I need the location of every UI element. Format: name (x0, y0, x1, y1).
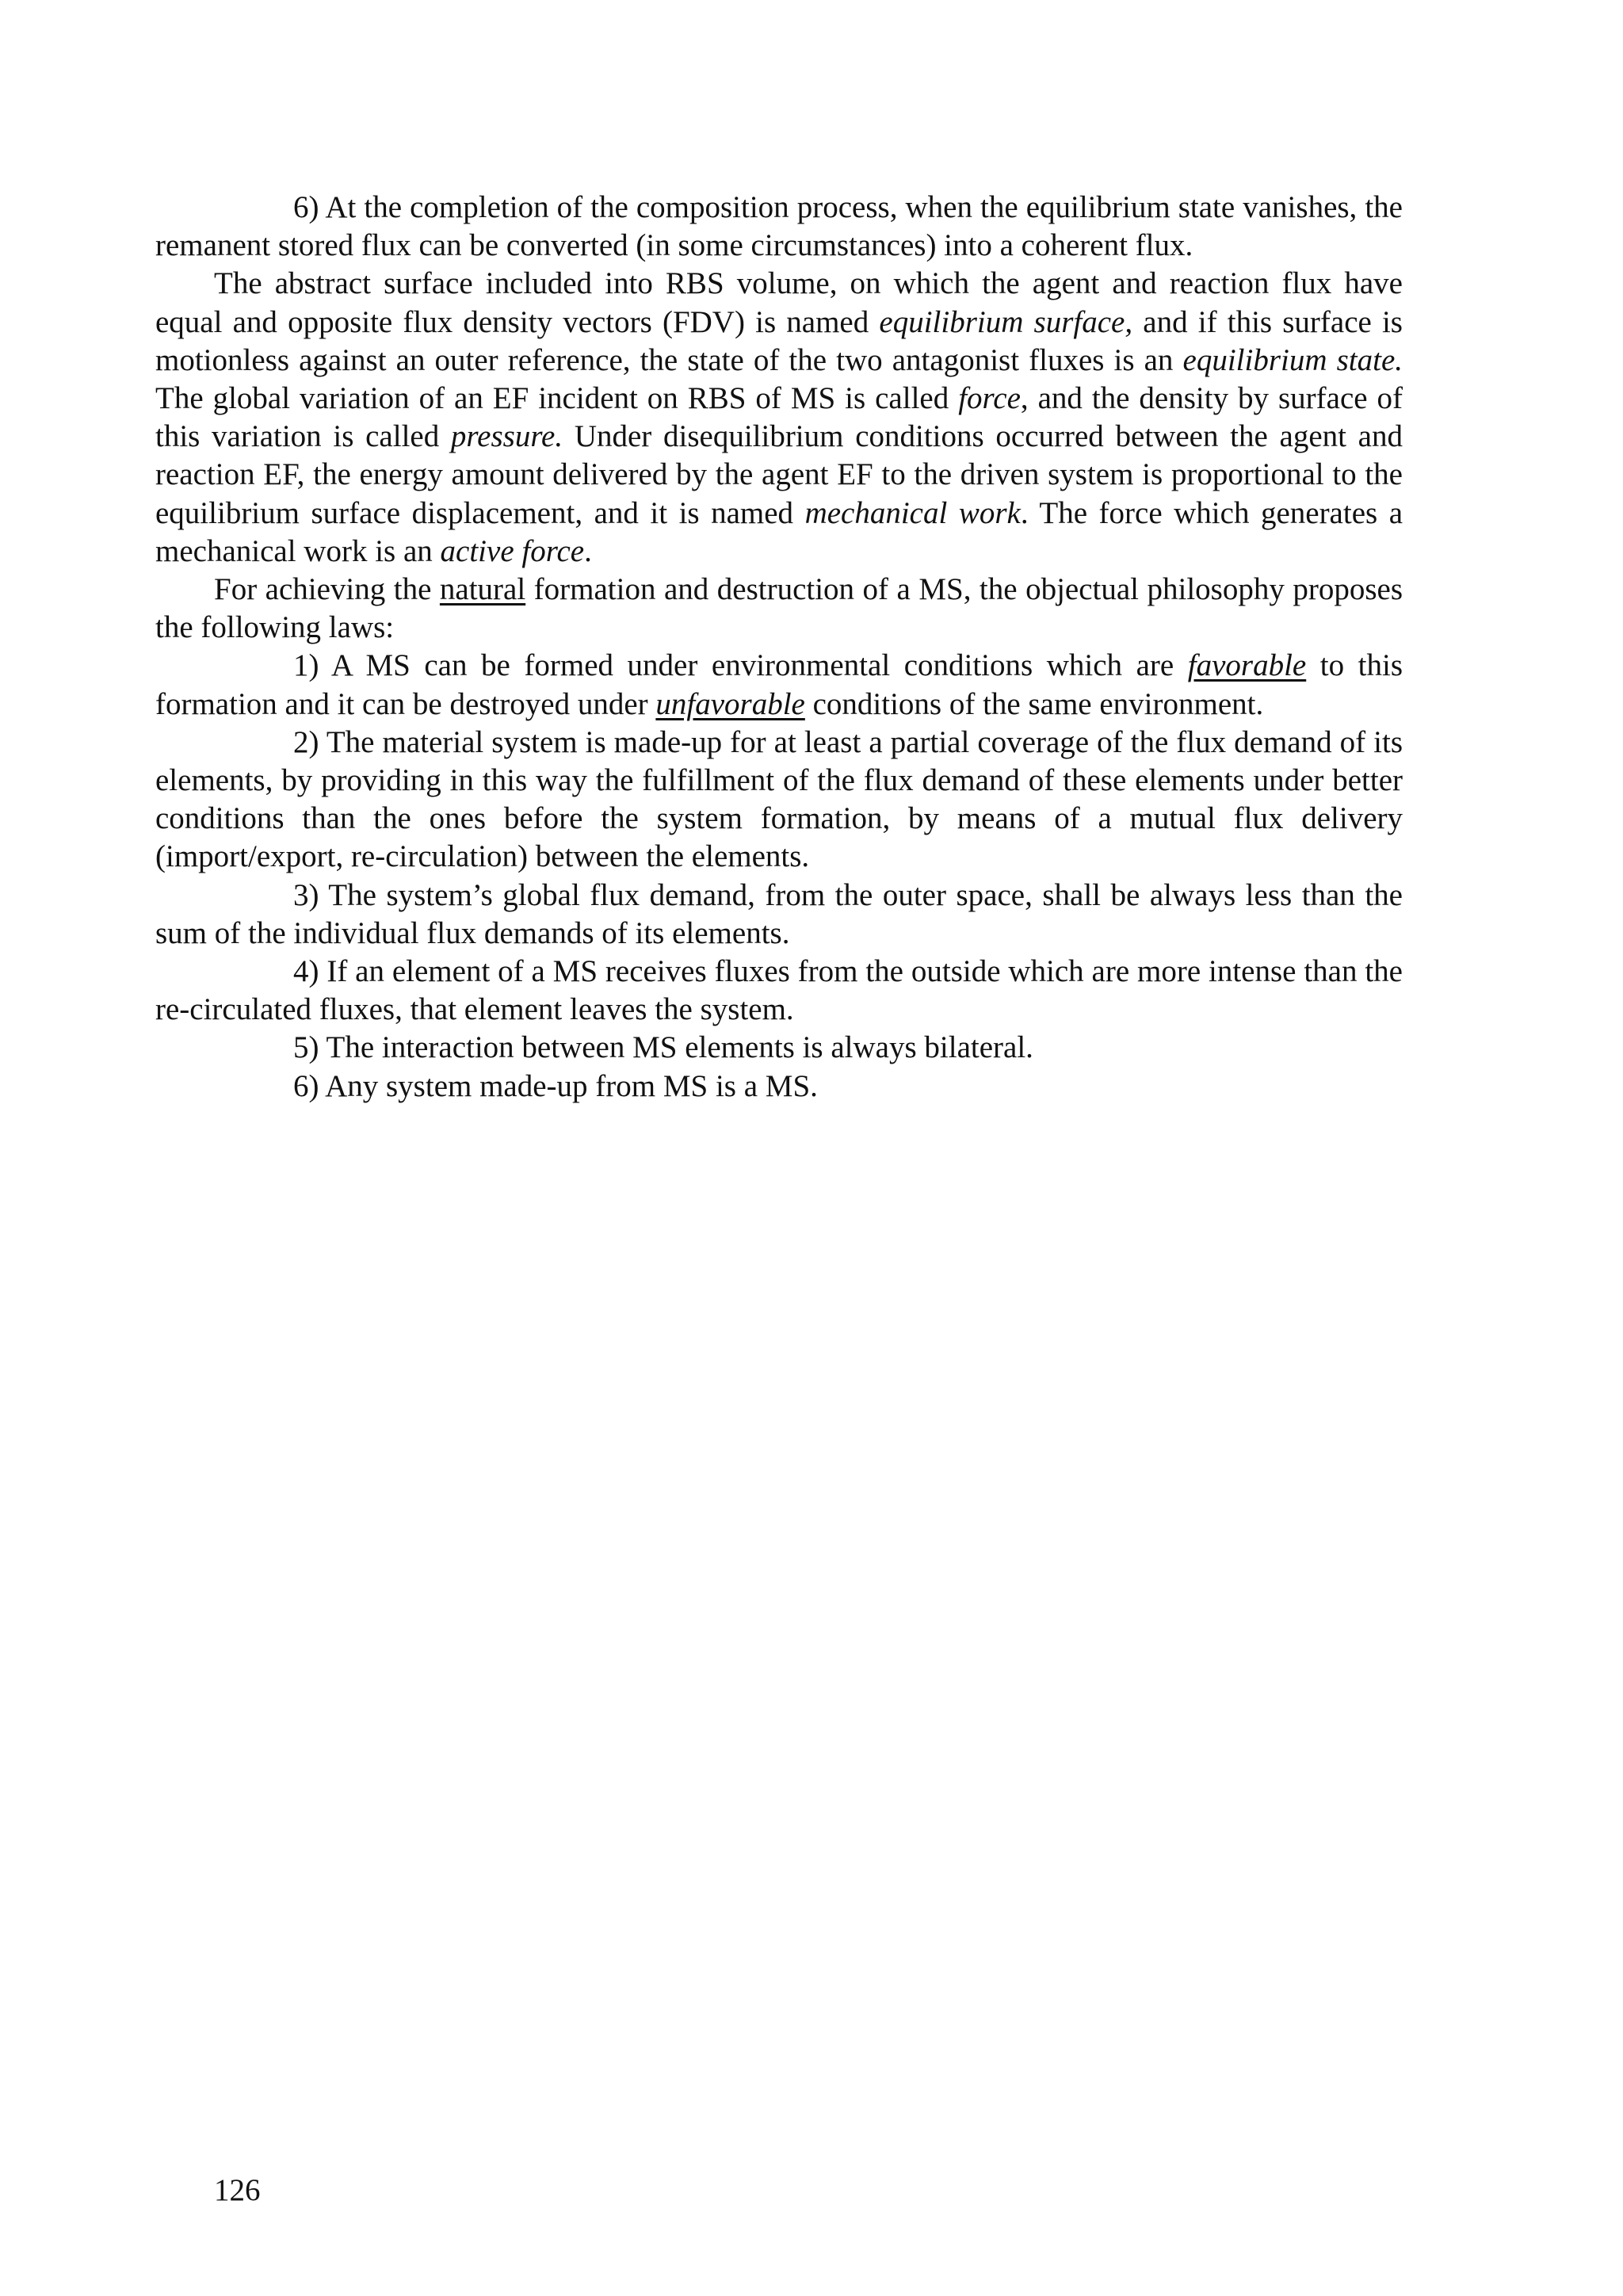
law-4: 4) If an element of a MS receives fluxes from the outside which are more intense than the re-circulated fluxes, that element leaves the system. (155, 954, 1403, 1027)
term-favorable: favorable (1187, 648, 1307, 683)
page-body (155, 189, 1403, 1106)
text-run: , and the density by surface of this variation is called (155, 381, 1403, 454)
term-active-force: active force (440, 533, 585, 568)
text-run: Under disequilibrium conditions occurred between the agent and reaction EF, the energy amount delivered by the agent EF to the driven system is proportional to the equilibrium surface displacement, and it is named (155, 419, 1403, 530)
term-natural: natural (439, 572, 526, 607)
text-run: 1) A MS can be formed under environmental conditions which are (293, 648, 1188, 683)
text-run: . The force which generates a mechanical work is an (155, 495, 1403, 568)
text-run: The global variation of an EF incident on RBS of MS is called (155, 381, 959, 416)
paragraph-equilibrium-surface (155, 265, 1403, 571)
law-2: 2) The material system is made-up for at least a partial coverage of the flux demand of its elements, by providing in this way the fulfillment of the flux demand of these elements under better conditions than the ones before the system formation, by means of a mutual flux delivery (import/export, re-circulation) between the elements. (155, 724, 1403, 874)
term-unfavorable: unfavorable (655, 686, 805, 721)
law-5: 5) The interaction between MS elements is always bilateral. (293, 1030, 1033, 1065)
text-run: For achieving the (214, 572, 440, 607)
list-item-6-continued: 6) At the completion of the composition process, when the equilibrium state vanishes, the remanent stored flux can be converted (in some circumstances) into a coherent flux. (155, 190, 1403, 263)
law-3: 3) The system’s global flux demand, from the outer space, shall be always less than the sum of the individual flux demands of its elements. (155, 877, 1403, 950)
law-1 (155, 647, 1403, 723)
term-equilibrium-surface: equilibrium surface, (879, 304, 1133, 339)
paragraph-laws-intro (155, 571, 1403, 647)
text-run: The abstract surface included into RBS volume, on which the agent and reaction flux have equal and opposite flux density vectors (FDV) is named (155, 266, 1403, 339)
term-force: force (958, 381, 1021, 416)
text-run: and if this surface is motionless against an outer reference, the state of the two antagonist fluxes is an (155, 304, 1403, 377)
text-run: . (584, 533, 592, 568)
text-run: to this formation and it can be destroyed under (155, 648, 1403, 721)
term-mechanical-work: mechanical work (804, 495, 1021, 530)
page-number: 126 (214, 2173, 261, 2207)
law-6: 6) Any system made-up from MS is a MS. (293, 1068, 818, 1103)
term-pressure: pressure. (450, 419, 563, 454)
text-run: conditions of the same environment. (804, 686, 1264, 721)
text-run: formation and destruction of a MS, the objectual philosophy proposes the following laws: (155, 572, 1403, 645)
term-equilibrium-state: equilibrium state. (1182, 342, 1403, 377)
